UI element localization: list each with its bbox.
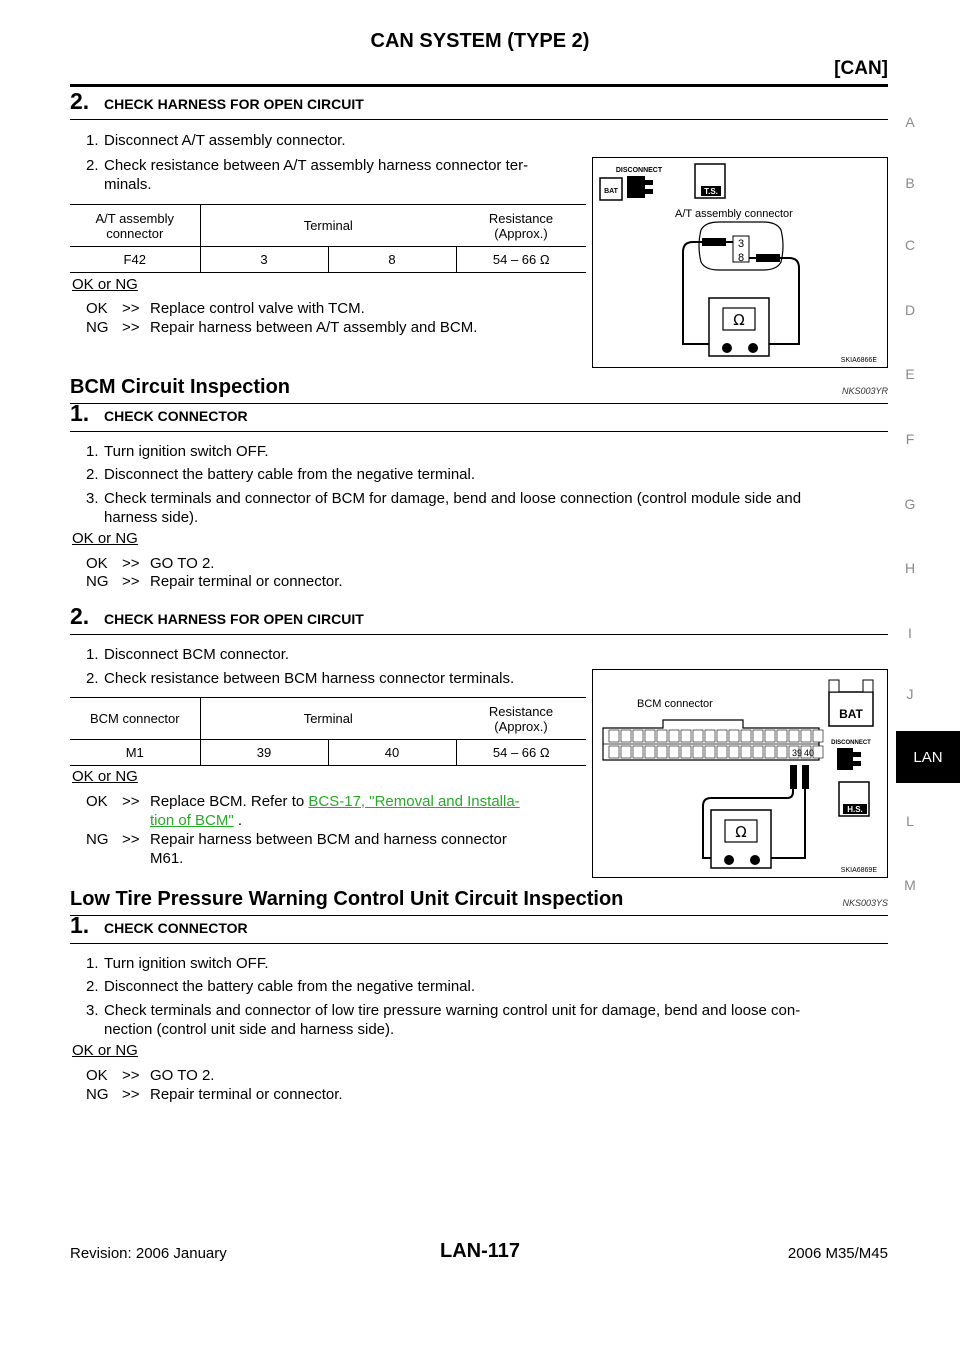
svg-text:Ω: Ω: [735, 823, 747, 841]
side-index-d[interactable]: D: [904, 302, 916, 318]
result-ng: NG >> Repair harness between BCM and harness connector M61.: [86, 831, 507, 867]
resistance-table: BCM connector Terminal Resistance (Approx.) M1 39 40 54 – 66 Ω: [70, 697, 586, 766]
connector-pin-cell: [753, 730, 763, 742]
model-text: 2006 M35/M45: [787, 1245, 888, 1262]
result-ok: OK >> Replace control valve with TCM.: [86, 300, 365, 317]
side-index-g[interactable]: G: [904, 496, 916, 512]
bcm-connector-figure: [592, 669, 888, 878]
side-index-lan-active[interactable]: LAN: [896, 731, 960, 783]
section-code: NKS003YS: [842, 898, 888, 908]
connector-pin-cell: [621, 746, 631, 758]
list-item: 1. Turn ignition switch OFF.: [86, 443, 269, 460]
side-index-c[interactable]: C: [904, 237, 916, 253]
side-index-l[interactable]: L: [906, 813, 914, 829]
side-index-m[interactable]: M: [904, 877, 916, 893]
disconnect-icon: [831, 740, 871, 770]
connector-pin-cell: [777, 746, 787, 758]
table-cell: 40: [328, 740, 456, 766]
disconnect-icon: [616, 167, 663, 198]
connector-pin-cell: [813, 730, 823, 742]
connector-pin-cell: [657, 730, 667, 742]
step-number: 1.: [70, 912, 90, 938]
svg-text:H.S.: H.S.: [847, 805, 863, 814]
at-connector-figure: [592, 157, 888, 368]
connector-pin-cell: [777, 730, 787, 742]
resistance-table: A/T assembly connector Terminal Resistance (Approx.) F42 3 8 54 – 66 Ω: [70, 204, 586, 273]
connector-pin-cell: [669, 730, 679, 742]
ts-badge-icon: [695, 164, 725, 198]
list-item: 1. Turn ignition switch OFF.: [86, 955, 269, 972]
svg-text:A/T assembly connector: A/T assembly connector: [675, 208, 793, 220]
list-item: 2. Disconnect the battery cable from the negative terminal.: [86, 466, 476, 483]
svg-text:DISCONNECT: DISCONNECT: [831, 740, 871, 746]
connector-pin-cell: [729, 730, 739, 742]
step-number: 1.: [70, 400, 90, 426]
step-number: 2.: [70, 603, 90, 629]
side-index-j[interactable]: J: [906, 686, 914, 702]
ok-or-ng-heading: OK or NG: [72, 530, 138, 547]
connector-pin-cell: [645, 730, 655, 742]
side-index-a[interactable]: A: [905, 114, 915, 130]
connector-pin-cell: [633, 746, 643, 758]
step-heading: [70, 912, 888, 944]
bcs-17-link[interactable]: BCS-17, "Removal and Installa-: [308, 793, 520, 810]
step-heading: [70, 400, 888, 432]
page-header-title: CAN SYSTEM (TYPE 2): [370, 30, 590, 52]
connector-pin-cell: [813, 746, 823, 758]
connector-pin-cell: [705, 730, 715, 742]
figure-code: SKIA6869E: [840, 867, 877, 874]
table-cell: 3: [200, 247, 328, 273]
section-code: NKS003YR: [841, 386, 888, 396]
connector-pin-cell: [765, 746, 775, 758]
page-number: LAN-117: [439, 1240, 521, 1262]
section-title: BCM Circuit Inspection: [70, 376, 291, 398]
step-title: CHECK CONNECTOR: [104, 408, 248, 424]
svg-text:BAT: BAT: [604, 188, 618, 195]
svg-text:8: 8: [737, 252, 745, 264]
step-heading: [70, 603, 888, 635]
table-cell: 8: [328, 247, 456, 273]
svg-text:40: 40: [803, 748, 815, 758]
connector-pin-cell: [705, 746, 715, 758]
table-cell: 54 – 66 Ω: [456, 740, 586, 766]
connector-pin-cell: [789, 730, 799, 742]
step-title: CHECK CONNECTOR: [104, 920, 248, 936]
result-ng: NG >> Repair terminal or connector.: [86, 1086, 343, 1103]
revision-text: Revision: 2006 January: [70, 1245, 227, 1262]
result-ng: NG >> Repair terminal or connector.: [86, 573, 343, 590]
connector-pin-cell: [633, 730, 643, 742]
step-title: CHECK HARNESS FOR OPEN CIRCUIT: [104, 611, 364, 627]
connector-pin-cell: [729, 746, 739, 758]
svg-text:3: 3: [737, 238, 745, 250]
section-tag: [CAN]: [834, 58, 888, 79]
figure-code: SKIA6866E: [840, 357, 877, 364]
table-cell: M1: [70, 740, 200, 766]
connector-pin-cell: [741, 730, 751, 742]
side-index-b[interactable]: B: [905, 175, 915, 191]
result-ng: NG >> Repair harness between A/T assembly and BCM.: [86, 319, 478, 336]
svg-text:BAT: BAT: [839, 707, 863, 721]
list-item: 2. Disconnect the battery cable from the negative terminal.: [86, 978, 476, 995]
side-index-f[interactable]: F: [905, 431, 915, 447]
connector-pin-cell: [717, 730, 727, 742]
connector-pin-cell: [717, 746, 727, 758]
section-title: Low Tire Pressure Warning Control Unit Circuit Inspection: [70, 888, 624, 910]
connector-pin-cell: [669, 746, 679, 758]
connector-pin-cell: [753, 746, 763, 758]
list-item: 2. Check resistance between A/T assembly harness connector ter- minals.: [86, 157, 529, 193]
table-cell: 39: [200, 740, 328, 766]
connector-pin-cell: [621, 730, 631, 742]
svg-text:T.S.: T.S.: [704, 187, 718, 196]
step-title: CHECK HARNESS FOR OPEN CIRCUIT: [104, 96, 364, 112]
ok-or-ng-heading: OK or NG: [72, 1042, 138, 1059]
connector-pin-cell: [657, 746, 667, 758]
table-cell: F42: [70, 247, 200, 273]
step-number: 2.: [70, 88, 90, 114]
connector-pin-cell: [801, 730, 811, 742]
connector-pin-cell: [645, 746, 655, 758]
result-ok: OK >> Replace BCM. Refer to BCS-17, "Removal and Installa- tion of BCM" .: [86, 793, 520, 829]
battery-icon: [829, 680, 873, 726]
connector-pin-cell: [741, 746, 751, 758]
side-index-i[interactable]: I: [908, 625, 912, 641]
hs-badge-icon: [839, 782, 869, 816]
connector-pin-cell: [693, 730, 703, 742]
bcs-17-link-cont[interactable]: tion of BCM": [150, 812, 234, 829]
result-ok: OK >> GO TO 2.: [86, 1067, 215, 1084]
connector-pin-cell: [693, 746, 703, 758]
step-heading: [70, 88, 888, 120]
ok-or-ng-heading: OK or NG: [72, 276, 138, 293]
list-item: 1. Disconnect A/T assembly connector.: [86, 132, 346, 149]
bcm-connector-outline: [603, 720, 823, 760]
list-item: 1. Disconnect BCM connector.: [86, 646, 290, 663]
connector-pin-cell: [765, 730, 775, 742]
svg-text:BCM connector: BCM connector: [637, 698, 713, 710]
svg-text:39: 39: [791, 748, 803, 758]
svg-text:DISCONNECT: DISCONNECT: [615, 167, 663, 174]
side-index-e[interactable]: E: [905, 366, 915, 382]
header-rule: [70, 84, 888, 87]
table-cell: 54 – 66 Ω: [456, 247, 586, 273]
connector-pin-cell: [609, 730, 619, 742]
list-item: 3. Check terminals and connector of BCM for damage, bend and loose connection (control module side and harness side).: [86, 490, 802, 526]
side-index-h[interactable]: H: [904, 560, 916, 576]
ohmmeter-icon: [711, 810, 771, 868]
ok-or-ng-heading: OK or NG: [72, 768, 138, 785]
result-ok: OK >> GO TO 2.: [86, 555, 215, 572]
connector-pin-cell: [681, 746, 691, 758]
svg-text:Ω: Ω: [733, 311, 745, 329]
list-item: 3. Check terminals and connector of low tire pressure warning control unit for damage, bend and loose con- nection (control unit side and harness side).: [86, 1002, 801, 1038]
list-item: 2. Check resistance between BCM harness connector terminals.: [86, 670, 515, 687]
connector-pin-cell: [609, 746, 619, 758]
battery-icon: [600, 178, 622, 200]
connector-pin-cell: [681, 730, 691, 742]
ohmmeter-icon: [709, 298, 769, 356]
